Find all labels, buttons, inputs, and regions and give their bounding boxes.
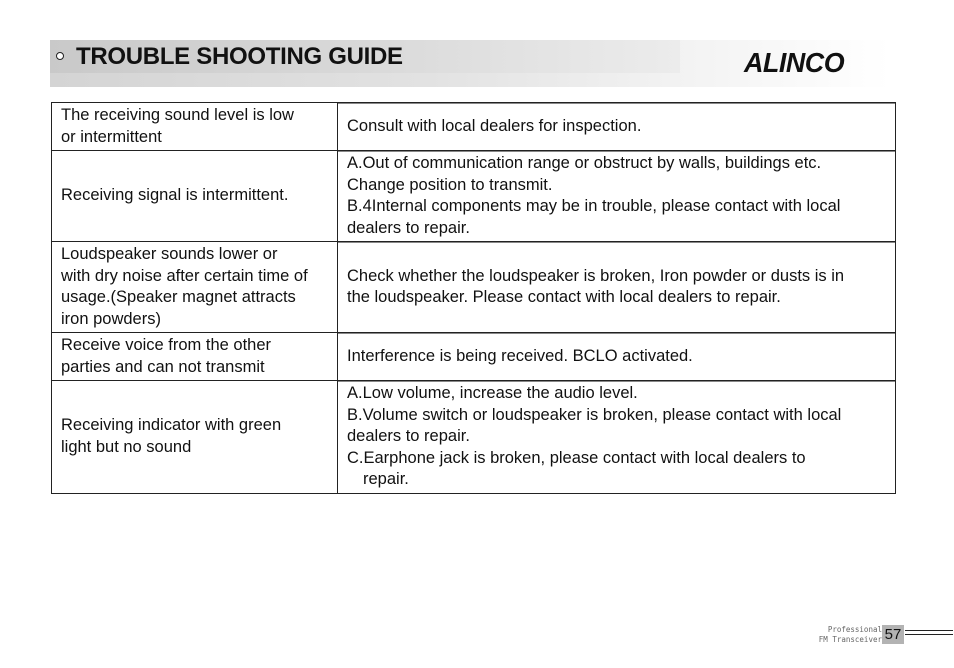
brand-logo: ALINCO xyxy=(744,47,845,78)
solution-cell xyxy=(338,381,896,494)
problem-text: iron powders) xyxy=(61,309,161,328)
problem-text: light but no sound xyxy=(61,437,192,456)
problem-cell xyxy=(52,151,338,242)
solution-text: repair. xyxy=(363,470,409,488)
solution-text: Interference is being received. BCLO activated. xyxy=(347,346,693,365)
solution-cell xyxy=(338,103,896,151)
footer-line-2: FM Transceiver xyxy=(818,635,882,644)
solution-text: C.Earphone jack is broken, please contact with local dealers to xyxy=(347,448,806,467)
solution-cell xyxy=(338,151,896,242)
solution-text: A.Out of communication range or obstruct by walls, buildings etc. xyxy=(347,154,822,172)
table-row xyxy=(52,333,896,381)
trouble-table-body xyxy=(52,103,896,494)
problem-text: Receive voice from the other xyxy=(61,336,272,354)
problem-cell xyxy=(52,242,338,333)
solution-text: dealers to repair. xyxy=(347,218,470,237)
problem-text: Receiving signal is intermittent. xyxy=(61,186,289,205)
solution-text: Change position to transmit. xyxy=(347,175,553,194)
problem-text: with dry noise after certain time of xyxy=(61,266,308,285)
table-row xyxy=(52,103,896,151)
table-row xyxy=(52,381,896,494)
solution-text: A.Low volume, increase the audio level. xyxy=(347,384,638,402)
page-title: TROUBLE SHOOTING GUIDE xyxy=(76,43,403,70)
table-row xyxy=(52,242,896,333)
problem-text: or intermittent xyxy=(61,127,162,146)
bullet-icon xyxy=(56,52,64,60)
solution-cell xyxy=(338,242,896,333)
problem-cell xyxy=(52,103,338,151)
footer-rule-top xyxy=(905,630,953,631)
header-band xyxy=(50,40,890,87)
solution-text: dealers to repair. xyxy=(347,427,470,445)
solution-text: the loudspeaker. Please contact with local dealers to repair. xyxy=(347,288,781,306)
problem-text: The receiving sound level is low xyxy=(61,106,294,124)
page-number-box xyxy=(882,625,904,644)
solution-text: B.Volume switch or loudspeaker is broken, please contact with local xyxy=(347,405,842,424)
problem-text: usage.(Speaker magnet attracts xyxy=(61,288,296,306)
title-bar xyxy=(50,40,680,73)
problem-text: Loudspeaker sounds lower or xyxy=(61,245,278,263)
page-number: 57 xyxy=(884,626,902,643)
solution-text: B.4Internal components may be in trouble, please contact with local xyxy=(347,197,841,215)
problem-text: Receiving indicator with green xyxy=(61,416,282,435)
problem-cell xyxy=(52,333,338,381)
table-row xyxy=(52,151,896,242)
footer-label xyxy=(816,625,882,645)
solution-text: Consult with local dealers for inspection. xyxy=(347,116,642,135)
problem-text: parties and can not transmit xyxy=(61,357,265,376)
problem-cell xyxy=(52,381,338,494)
solution-cell xyxy=(338,333,896,381)
trouble-table xyxy=(51,102,896,494)
solution-text: Check whether the loudspeaker is broken, Iron powder or dusts is in xyxy=(347,266,845,285)
footer-line-1: Professional xyxy=(827,625,882,634)
footer-rule-bottom xyxy=(905,634,953,635)
